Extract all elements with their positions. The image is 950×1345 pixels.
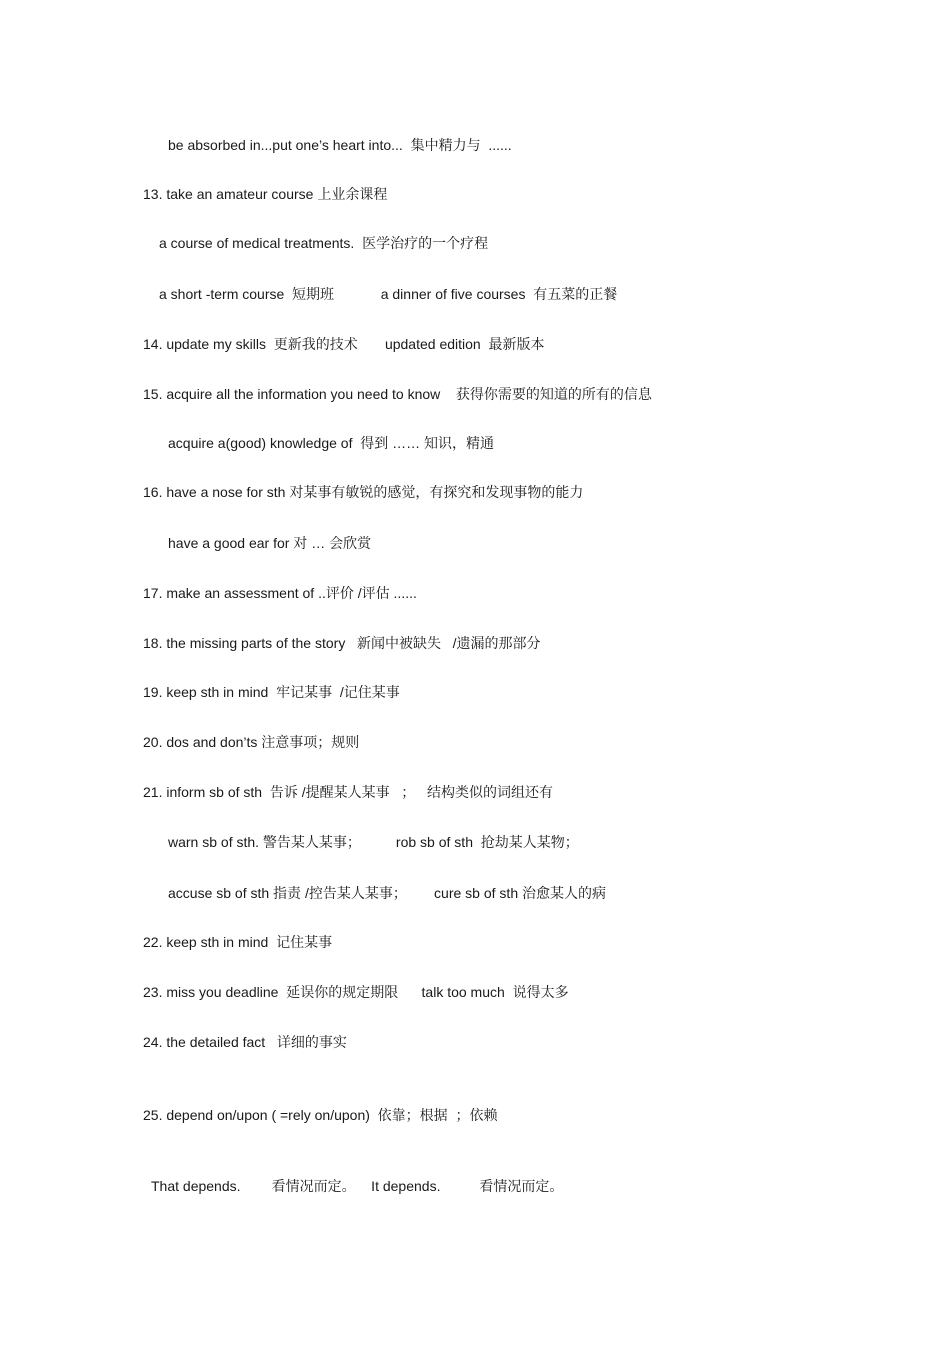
text-line: 23. miss you deadline 延误你的规定期限 talk too much 说得太多 [143,984,569,1000]
text-line: have a good ear for 对 … 会欣赏 [168,535,372,551]
text-line: warn sb of sth. 警告某人某事； rob sb of sth 抢劫某人某物； [168,834,579,850]
text-line: 14. update my skills 更新我的技术 updated edition 最新版本 [143,336,545,352]
text-line: That depends. 看情况而定。 It depends. 看情况而定。 [151,1178,564,1194]
text-line: 25. depend on/upon ( =rely on/upon) 依靠；根据 ；依赖 [143,1107,498,1123]
text-line: 13. take an amateur course 上业余课程 [143,186,388,202]
text-line: 16. have a nose for sth 对某事有敏锐的感觉，有探究和发现事物的能力 [143,484,584,500]
text-line: a course of medical treatments. 医学治疗的一个疗程 [159,235,489,251]
text-line: 24. the detailed fact 详细的事实 [143,1034,347,1050]
text-line: be absorbed in...put one’s heart into... 集中精力与 ...... [168,137,512,153]
text-line: 17. make an assessment of ..评价 /评估 ...... [143,585,417,601]
text-line: 15. acquire all the information you need to know 获得你需要的知道的所有的信息 [143,386,652,402]
text-line: accuse sb of sth 指责 /控告某人某事； cure sb of sth 治愈某人的病 [168,885,606,901]
text-line: 22. keep sth in mind 记住某事 [143,934,333,950]
text-line: 21. inform sb of sth 告诉 /提醒某人某事 ； 结构类似的词组还有 [143,784,553,800]
text-line: 20. dos and don’ts 注意事项；规则 [143,734,360,750]
text-line: a short -term course 短期班 a dinner of five courses 有五菜的正餐 [159,286,618,302]
text-line: acquire a(good) knowledge of 得到 …… 知识，精通 [168,435,495,451]
text-line: 18. the missing parts of the story 新闻中被缺失 /遗漏的那部分 [143,635,541,651]
text-line: 19. keep sth in mind 牢记某事 /记住某事 [143,684,400,700]
